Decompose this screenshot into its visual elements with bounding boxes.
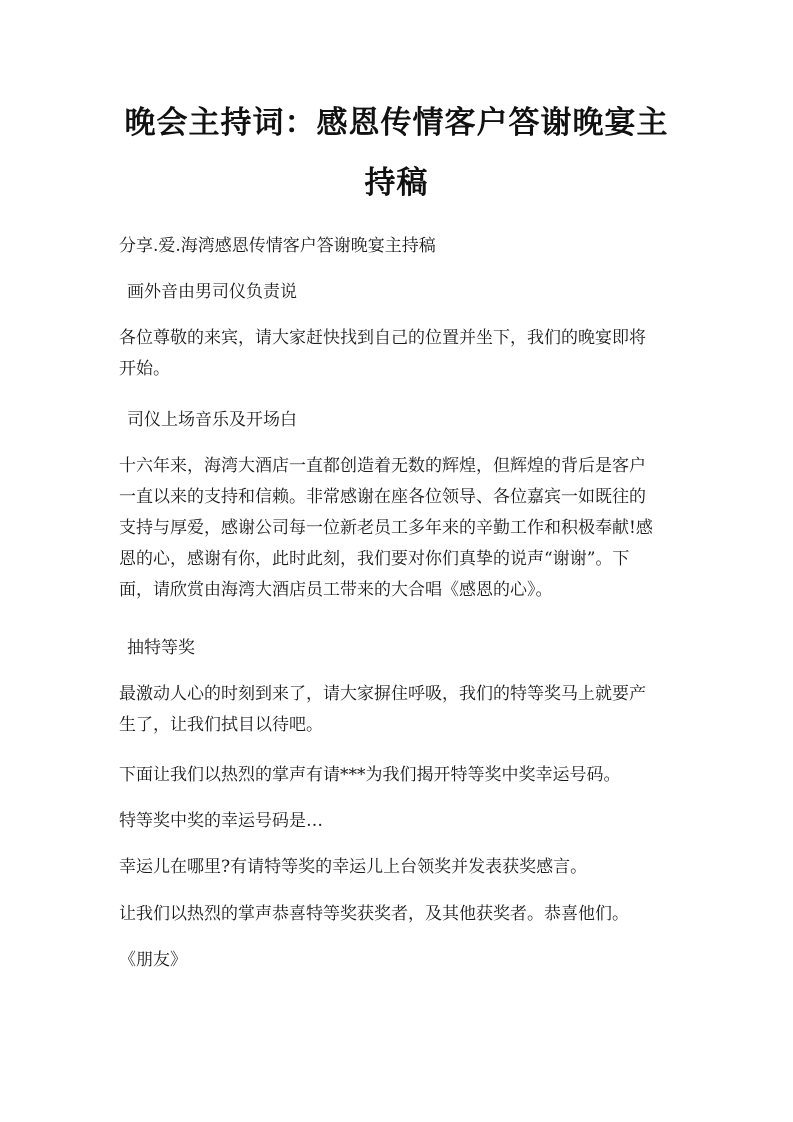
text-line: 画外音由男司仪负责说: [127, 282, 297, 302]
paragraph-song-title: [119, 945, 679, 976]
text-line: 最激动人心的时刻到来了，请大家摒住呼吸，我们的特等奖马上就要产: [119, 684, 646, 704]
text-line: 幸运儿在哪里?有请特等奖的幸运儿上台领奖并发表获奖感言。: [119, 857, 588, 877]
paragraph-welcome: [119, 323, 679, 385]
text-line: 让我们以热烈的掌声恭喜特等奖获奖者，及其他获奖者。恭喜他们。: [119, 904, 629, 924]
text-line: 支持与厚爱，感谢公司每一位新老员工多年来的辛勤工作和积极奉献!感: [119, 518, 653, 538]
paragraph-lucky-number: [119, 806, 679, 837]
text-line: 司仪上场音乐及开场白: [127, 410, 297, 430]
text-line: 《朋友》: [119, 950, 187, 970]
page-title: 晚会主持词：感恩传情客户答谢晚宴主: [124, 105, 669, 141]
text-line: 开始。: [119, 359, 170, 379]
paragraph-host-entrance: [119, 405, 687, 436]
text-line: 面，请欣赏由海湾大酒店员工带来的大合唱《感恩的心》。: [119, 580, 553, 600]
text-line: 下面让我们以热烈的掌声有请***为我们揭开特等奖中奖幸运号码。: [119, 765, 621, 785]
page-title-continued: 持稿: [364, 165, 429, 201]
paragraph-voiceover: [119, 277, 687, 308]
paragraph-intro: [119, 231, 679, 262]
paragraph-invite-presenter: [119, 760, 679, 791]
text-line: 生了，让我们拭目以待吧。: [119, 715, 323, 735]
paragraph-opening-speech: [119, 451, 679, 606]
text-line: 各位尊敬的来宾，请大家赶快找到自己的位置并坐下，我们的晚宴即将: [119, 328, 646, 348]
text-line: 恩的心，感谢有你，此时此刻，我们要对你们真挚的说声“谢谢”。下: [119, 549, 630, 569]
paragraph-winner-speech: [119, 852, 679, 883]
paragraph-exciting-moment: [119, 679, 679, 741]
paragraph-grand-prize-heading: [119, 633, 687, 664]
text-line: 特等奖中奖的幸运号码是…: [119, 811, 323, 831]
paragraph-congratulate: [119, 899, 679, 930]
text-line: 十六年来，海湾大酒店一直都创造着无数的辉煌，但辉煌的背后是客户: [119, 456, 646, 476]
text-line: 分享.爱.海湾感恩传情客户答谢晚宴主持稿: [119, 236, 436, 256]
text-line: 一直以来的支持和信赖。非常感谢在座各位领导、各位嘉宾一如既往的: [119, 487, 646, 507]
text-line: 抽特等奖: [127, 638, 195, 658]
